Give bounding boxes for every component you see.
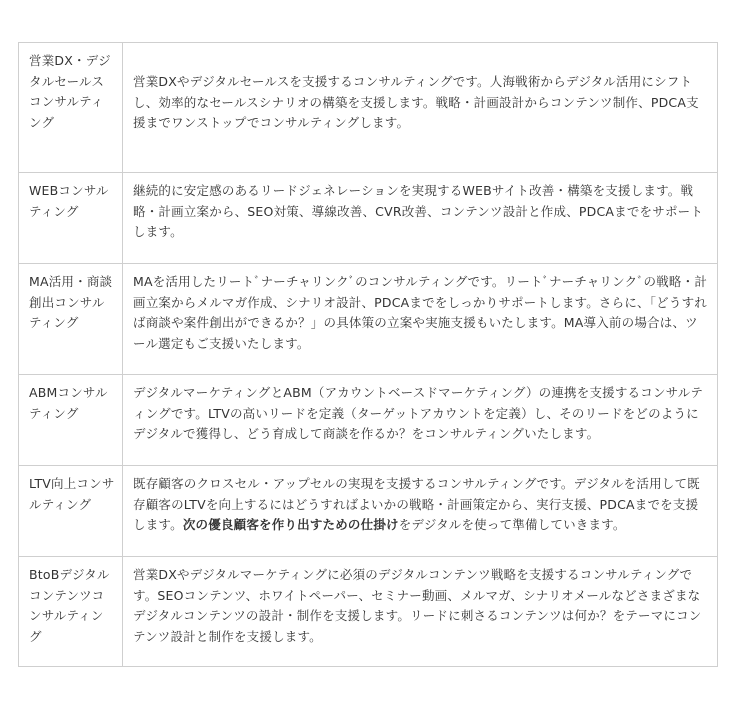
service-name: BtoBデジタルコンテンツコンサルティング: [19, 557, 123, 667]
service-table: [18, 42, 718, 667]
service-description: 営業DXやデジタルセールスを支援するコンサルティングです。人海戦術からデジタル活用にシフトし、効率的なセールスシナリオの構築を支援します。戦略・計画設計からコンテンツ制作、PDCA支援までワンストップでコンサルティングします。: [123, 43, 718, 173]
table-row: [19, 557, 718, 667]
table-row: [19, 264, 718, 375]
service-name: ABMコンサルティング: [19, 375, 123, 466]
service-name: WEBコンサルティング: [19, 173, 123, 264]
table-row: [19, 173, 718, 264]
description-emphasis: 次の優良顧客を作り出すための仕掛け: [182, 517, 399, 532]
service-name: LTV向上コンサルティング: [19, 466, 123, 557]
service-table-container: [18, 42, 718, 667]
service-description: デジタルマーケティングとABM（アカウントベースドマーケティング）の連携を支援するコンサルティングです。LTVの高いリードを定義（ターゲットアカウントを定義）し、そのリードをどのようにデジタルで獲得し、どう育成して商談を作るか？をコンサルティングいたします。: [123, 375, 718, 466]
table-row: [19, 43, 718, 173]
service-description: [123, 466, 718, 557]
service-description: 継続的に安定感のあるリードジェネレーションを実現するWEBサイト改善・構築を支援します。戦略・計画立案から、SEO対策、導線改善、CVR改善、コンテンツ設計と作成、PDCAまでをサポートします。: [123, 173, 718, 264]
table-row: [19, 375, 718, 466]
description-text: をデジタルを使って準備していきます。: [398, 517, 626, 532]
service-description: MAを活用したリートﾞナーチャリンクﾞのコンサルティングです。リートﾞナーチャリンクﾞの戦略・計画立案からメルマガ作成、シナリオ設計、PDCAまでをしっかりサポートします。さらに、「どうすれば商談や案件創出ができるか？」の具体策の立案や実施支援もいたします。MA導入前の場合は、ツール選定もご支援いたします。: [123, 264, 718, 375]
description-text: 既存顧客のクロスセル・アップセルの実現を支援するコンサルティングです。デジタルを活用して既存顧客のLTVを向上するにはどうすればよいかの戦略・計画策定から、実行支援、PDCAまでを支援します。: [133, 476, 700, 532]
service-name: 営業DX・デジタルセールスコンサルティング: [19, 43, 123, 173]
service-name: MA活用・商談創出コンサルティング: [19, 264, 123, 375]
service-description: 営業DXやデジタルマーケティングに必須のデジタルコンテンツ戦略を支援するコンサルティングです。SEOコンテンツ、ホワイトペーパー、セミナー動画、メルマガ、シナリオメールなどさまざまなデジタルコンテンツの設計・制作を支援します。リードに刺さるコンテンツは何か？をテーマにコンテンツ設計と制作を支援します。: [123, 557, 718, 667]
table-row: [19, 466, 718, 557]
